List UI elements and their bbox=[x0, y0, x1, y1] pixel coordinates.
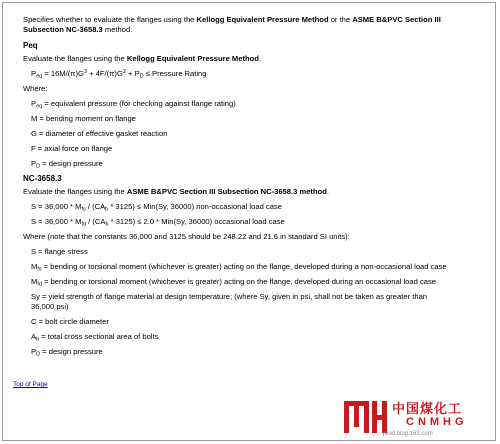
peq-eval-text: Evaluate the flanges using the Kellogg Equivalent Pressure Method. bbox=[23, 54, 262, 63]
def-sy: Sy = yield strength of flange material at design temperature; (where Sy, given in psi, shall not be taken as greater than 36,000 psi) bbox=[31, 292, 428, 311]
nc-eval-text: Evaluate the flanges using the ASME B&PVC Section III Subsection NC-3658.3 method. bbox=[23, 187, 329, 196]
def-mfs: $M_{fs}$ = bending or torsional moment (whichever is greater) acting on the flange, developed during a non-occasional load case bbox=[31, 262, 447, 273]
watermark-url: yeud.blog.163.com bbox=[382, 431, 433, 437]
def-ab: $A_b$ = total cross sectional area of bolts bbox=[31, 332, 159, 343]
peq-where-label: Where: bbox=[23, 84, 48, 93]
def-m: M = bending moment on flange bbox=[31, 114, 136, 123]
nc-formula-non-occasional: $S = 36,000 * M_{fs} / (CA_b * 3125) \le Min(Sy$, 36000) non-occasional load case bbox=[31, 202, 282, 213]
intro-paragraph: Specifies whether to evaluate the flanges using the Kellogg Equivalent Pressure Method or the ASME B&PVC Section III Subsection NC-3658.3 method. bbox=[23, 15, 441, 34]
peq-heading: Peq bbox=[23, 41, 38, 50]
def-g: G = diameter of effective gasket reaction bbox=[31, 129, 168, 138]
nc-where-note: Where (note that the constants 36,000 and 3125 should be 248.22 and 21.6 in standard SI units): bbox=[23, 232, 350, 241]
def-pd-nc: $P_D$ = design pressure bbox=[31, 347, 103, 358]
nc-formula-occasional: $S = 36,000 * M_{fd} / (CA_b * 3125) \le 2.0 * Min(Sy$, 36000) occasional load case bbox=[31, 217, 285, 228]
def-c: C = bolt circle diameter bbox=[31, 317, 109, 326]
top-of-page-link[interactable]: Top of Page bbox=[13, 381, 48, 388]
def-s: S = flange stress bbox=[31, 247, 88, 256]
help-page-frame bbox=[2, 2, 496, 441]
watermark-logo bbox=[342, 395, 494, 441]
def-pd: $P_D$ = design pressure bbox=[31, 159, 103, 170]
peq-formula: $P_{eq} = 16M/(\pi)G^3 + 4F/(\pi)G^2 + P_D$ ≤ Pressure Rating bbox=[31, 69, 207, 80]
nc-heading: NC-3658.3 bbox=[23, 174, 62, 183]
help-content bbox=[23, 15, 485, 362]
def-peq: $P_{eq}$ = equivalent pressure (for checking against flange rating) bbox=[31, 99, 236, 110]
brand-name-en: CNMHG bbox=[406, 416, 468, 428]
def-mfd: $M_{fd}$ = bending or torsional moment (whichever is greater) acting on the flange, developed during an occasional load case bbox=[31, 277, 436, 288]
def-f: F = axial force on flange bbox=[31, 144, 113, 153]
brand-name-cn: 中国煤化工 bbox=[392, 401, 463, 416]
